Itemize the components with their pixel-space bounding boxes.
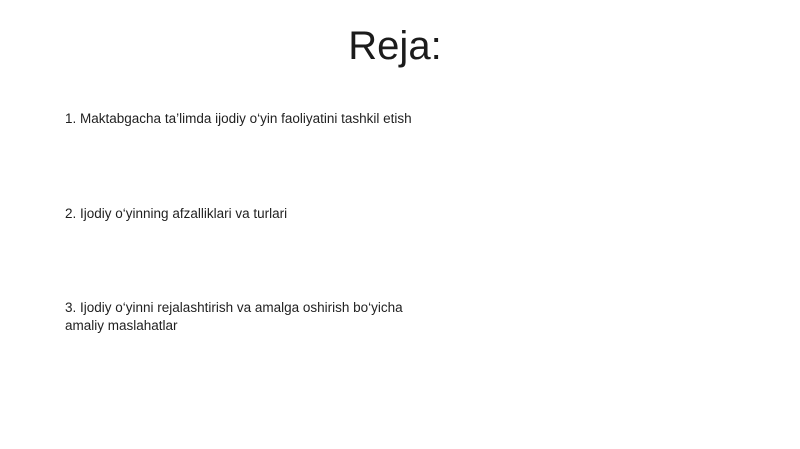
plan-item-2: 2. Ijodiy o‘yinning afzalliklari va turlari xyxy=(65,206,288,221)
slide-title: Reja: xyxy=(348,24,442,68)
plan-item-3: 3. Ijodiy o‘yinni rejalashtirish va amalga oshirish bo‘yicha amaliy maslahatlar xyxy=(65,300,403,333)
plan-item-1: 1. Maktabgacha ta’limda ijodiy o‘yin faoliyatini tashkil etish xyxy=(65,111,412,126)
